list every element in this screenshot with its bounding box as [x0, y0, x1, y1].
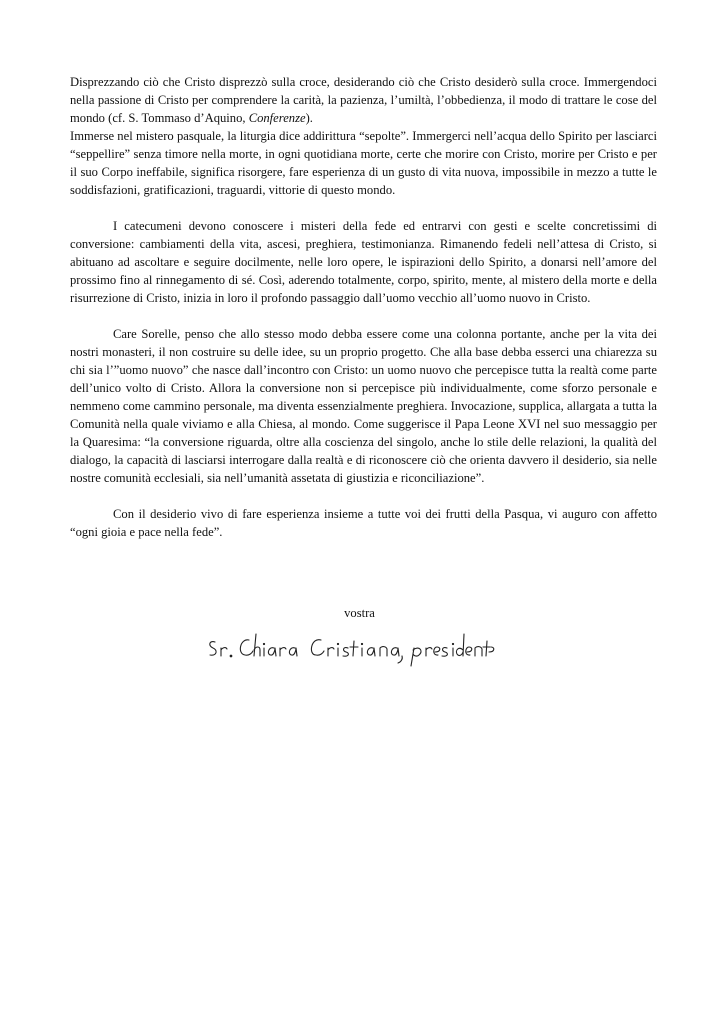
paragraph-5: Con il desiderio vivo di fare esperienza insieme a tutte voi dei frutti della Pasqua, vi auguro con affetto “ogni gioia e pace nella fede”. [70, 507, 657, 539]
paragraph-4: Care Sorelle, penso che allo stesso modo debba essere come una colonna portante, anche per la vita dei nostri monasteri, il non costruire su delle idee, su un proprio progetto. Che alla base debba esserci una chiarezza su chi sia l’”uomo nuovo” che nasce dall’incontro con Cristo: un uomo nuovo che percepisce tutta la realtà come parte dell’unico volto di Cristo. Allora la conversione non si percepisce più individualmente, come sforzo personale e nemmeno come cammino personale, ma diventa essenzialmente preghiera. Invocazione, supplica, allargata a tutta la Comunità nella quale viviamo e alla Chiesa, al mondo. Come suggerisce il Papa Leone XVI nel suo messaggio per la Quaresima: “la conversione riguarda, oltre alla coscienza del singolo, anche lo stile delle relazioni, la qualità del dialogo, la capacità di lasciarsi interrogare dalla realtà e di riconoscere ciò che orienta davvero il desiderio, sia nelle nostre comunità ecclesiali, sia nell’umanità assetata di giustizia e riconciliazione”. [70, 327, 657, 485]
paragraph-1-end: ). [305, 111, 313, 125]
paragraph-2: Immerse nel mistero pasquale, la liturgia dice addirittura “sepolte”. Immergerci nell’acqua dello Spirito per lasciarci “seppellire” senza timore nella morte, in ogni quotidiana morte, certe che morire con Cristo, morire per Cristo e per il suo Corpo ineffabile, significa risorgere, fare esperienza di un gusto di vita nuova, impossibile in mezzo a tutte le soddisfazioni, gratificazioni, traguardi, vittorie di questo mondo. [70, 129, 657, 197]
paragraph-3: I catecumeni devono conoscere i misteri della fede ed entrarvi con gesti e scelte concretissimi di conversione: cambiamenti della vita, ascesi, preghiera, testimonianza. Rimanendo fedeli nell’attesa di Cristo, si abituano ad ascoltare e seguire docilmente, nelle loro opere, le ispirazioni dello Spirito, a donarsi nell’amore del prossimo fino al rinnegamento di sé. Così, aderendo totalmente, corpo, spirito, mente, al mistero della morte e della risurrezione di Cristo, inizia in loro il profondo passaggio dall’uomo vecchio all’uomo nuovo in Cristo. [70, 219, 657, 305]
handwritten-signature [205, 628, 495, 668]
paragraph-1-text: Disprezzando ciò che Cristo disprezzò sulla croce, desiderando ciò che Cristo desiderò sulla croce. Immergendoci nella passione di Cristo per comprendere la carità, la pazienza, l’umiltà, l’obbedienza, il modo di trattare le cose del mondo (cf. S. Tommaso d’Aquino, [70, 75, 657, 125]
closing-word: vostra [344, 606, 375, 620]
letter-page [70, 73, 657, 620]
paragraph-1 [70, 73, 657, 127]
closing [70, 604, 657, 622]
reference-title: Conferenze [248, 111, 306, 125]
